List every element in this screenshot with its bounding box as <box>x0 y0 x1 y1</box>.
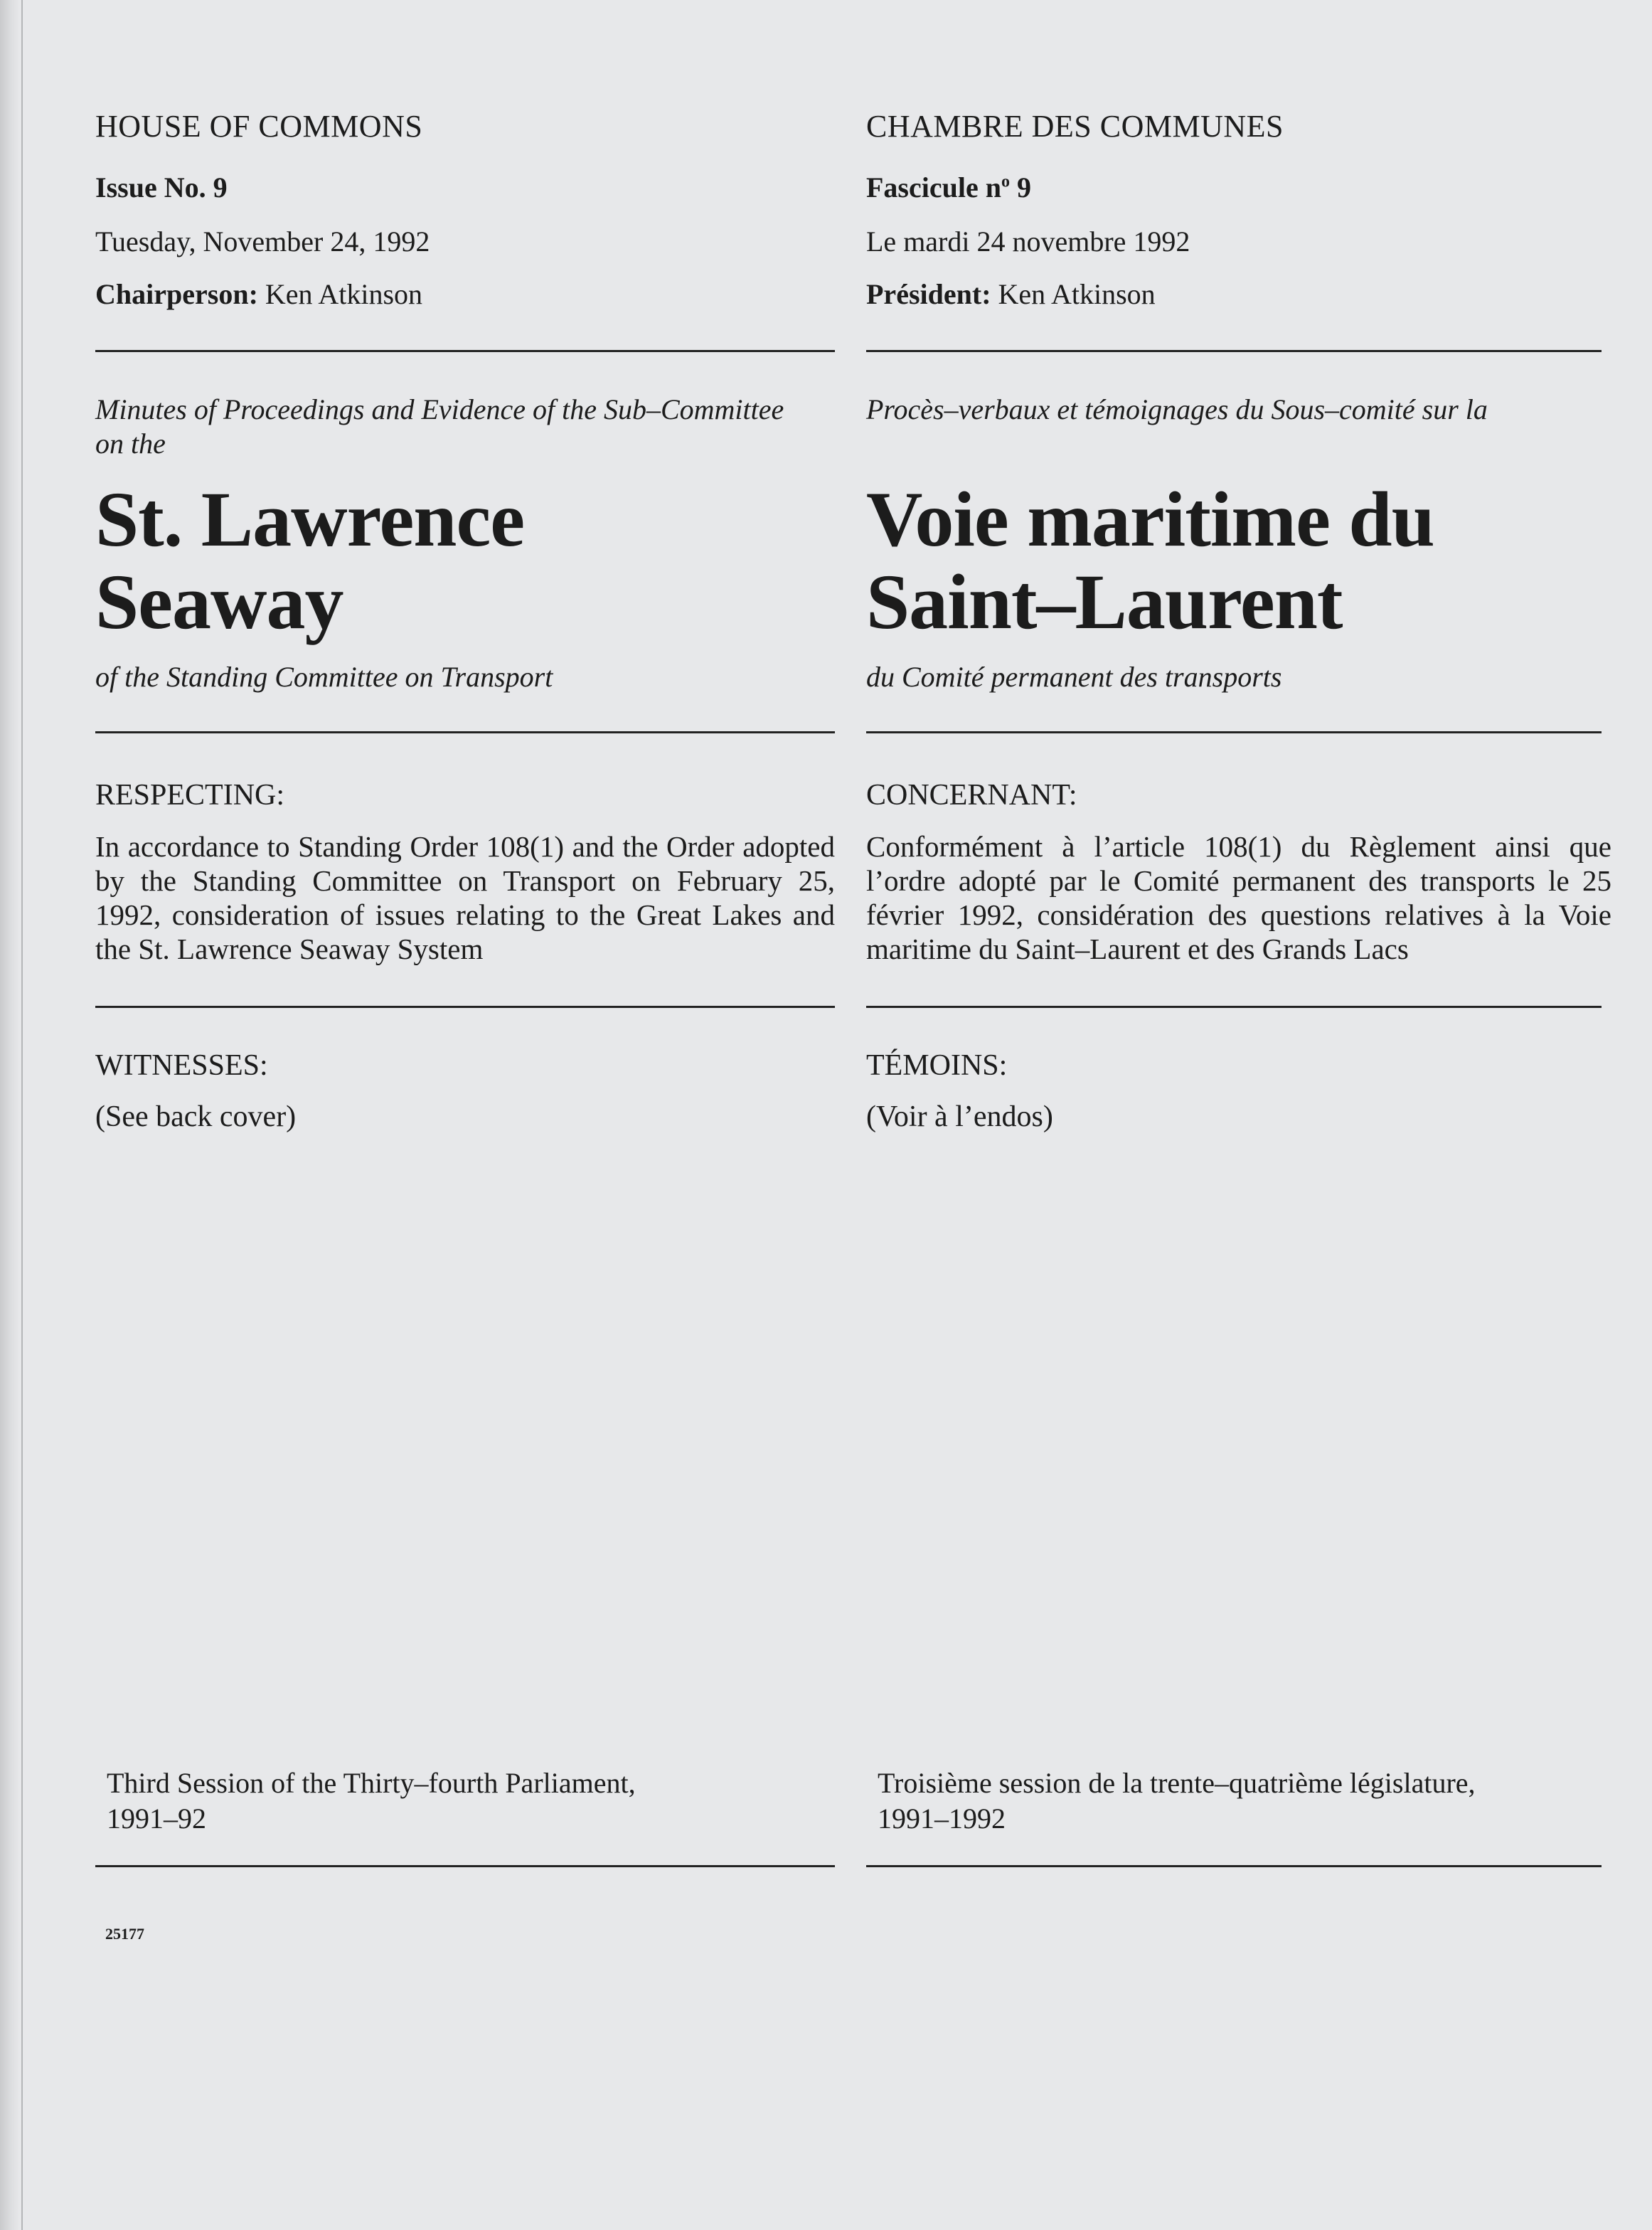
issue-prefix: Fascicule n <box>866 171 1001 203</box>
divider <box>866 731 1602 733</box>
french-column <box>866 0 1614 2230</box>
title-line-1: Voie maritime du <box>866 476 1434 563</box>
divider <box>866 1865 1602 1867</box>
session-info <box>107 1766 636 1837</box>
chairperson <box>95 277 422 311</box>
session-line-1: Troisième session de la trente–quatrième législature, <box>878 1767 1476 1799</box>
issue-date: Tuesday, November 24, 1992 <box>95 225 430 257</box>
respecting-heading: CONCERNANT: <box>866 779 1077 812</box>
issue-date: Le mardi 24 novembre 1992 <box>866 225 1190 257</box>
respecting-text: Conformément à l’article 108(1) du Règlement ainsi que l’ordre adopté par le Comité permanent des transports le 25 février 1992, considération des questions relatives à la Voie maritime du Saint–Laurent et des Grands Lacs <box>866 830 1611 965</box>
house-name: CHAMBRE DES COMMUNES <box>866 109 1284 144</box>
session-info <box>878 1766 1476 1837</box>
divider <box>95 350 835 352</box>
witnesses-text: (Voir à l’endos) <box>866 1100 1053 1133</box>
witnesses-heading: TÉMOINS: <box>866 1049 1008 1082</box>
document-code: 25177 <box>105 1925 144 1943</box>
title <box>866 478 1434 643</box>
issue-num: 9 <box>1009 171 1031 203</box>
english-column <box>95 0 835 2230</box>
session-line-1: Third Session of the Thirty–fourth Parliament, <box>107 1767 636 1799</box>
title <box>95 478 524 643</box>
chair-label: Chairperson: <box>95 278 258 310</box>
respecting-text: In accordance to Standing Order 108(1) and the Order adopted by the Standing Committee on Transport on February 25, 1992, consideration of issues relating to the Great Lakes and the St. Lawrence Seaway System <box>95 830 835 965</box>
title-line-2: Seaway <box>95 558 343 645</box>
respecting-heading: RESPECTING: <box>95 779 285 812</box>
issue-number: Issue No. 9 <box>95 171 228 203</box>
divider <box>95 731 835 733</box>
issue-number <box>866 171 1031 204</box>
issue-superscript: o <box>1001 172 1010 191</box>
president <box>866 277 1156 311</box>
chair-name: Ken Atkinson <box>998 278 1156 310</box>
minutes-caption: Procès–verbaux et témoignages du Sous–comité sur la <box>866 393 1488 425</box>
house-name: HOUSE OF COMMONS <box>95 109 423 144</box>
witnesses-heading: WITNESSES: <box>95 1049 268 1082</box>
divider <box>95 1865 835 1867</box>
binding-edge <box>0 0 20 2230</box>
committee-name: of the Standing Committee on Transport <box>95 661 553 693</box>
minutes-line-2: on the <box>95 428 166 460</box>
title-line-1: St. Lawrence <box>95 476 525 563</box>
chair-name: Ken Atkinson <box>265 278 423 310</box>
minutes-caption <box>95 393 835 461</box>
minutes-line-1: Minutes of Proceedings and Evidence of the Sub–Committee <box>95 393 784 425</box>
spine-line <box>21 0 23 2230</box>
committee-name: du Comité permanent des transports <box>866 661 1282 693</box>
witnesses-text: (See back cover) <box>95 1100 297 1133</box>
divider <box>866 1006 1602 1008</box>
session-line-2: 1991–1992 <box>878 1802 1006 1835</box>
divider <box>866 350 1602 352</box>
chair-label: Président: <box>866 278 991 310</box>
title-line-2: Saint–Laurent <box>866 558 1343 645</box>
divider <box>95 1006 835 1008</box>
session-line-2: 1991–92 <box>107 1802 206 1835</box>
